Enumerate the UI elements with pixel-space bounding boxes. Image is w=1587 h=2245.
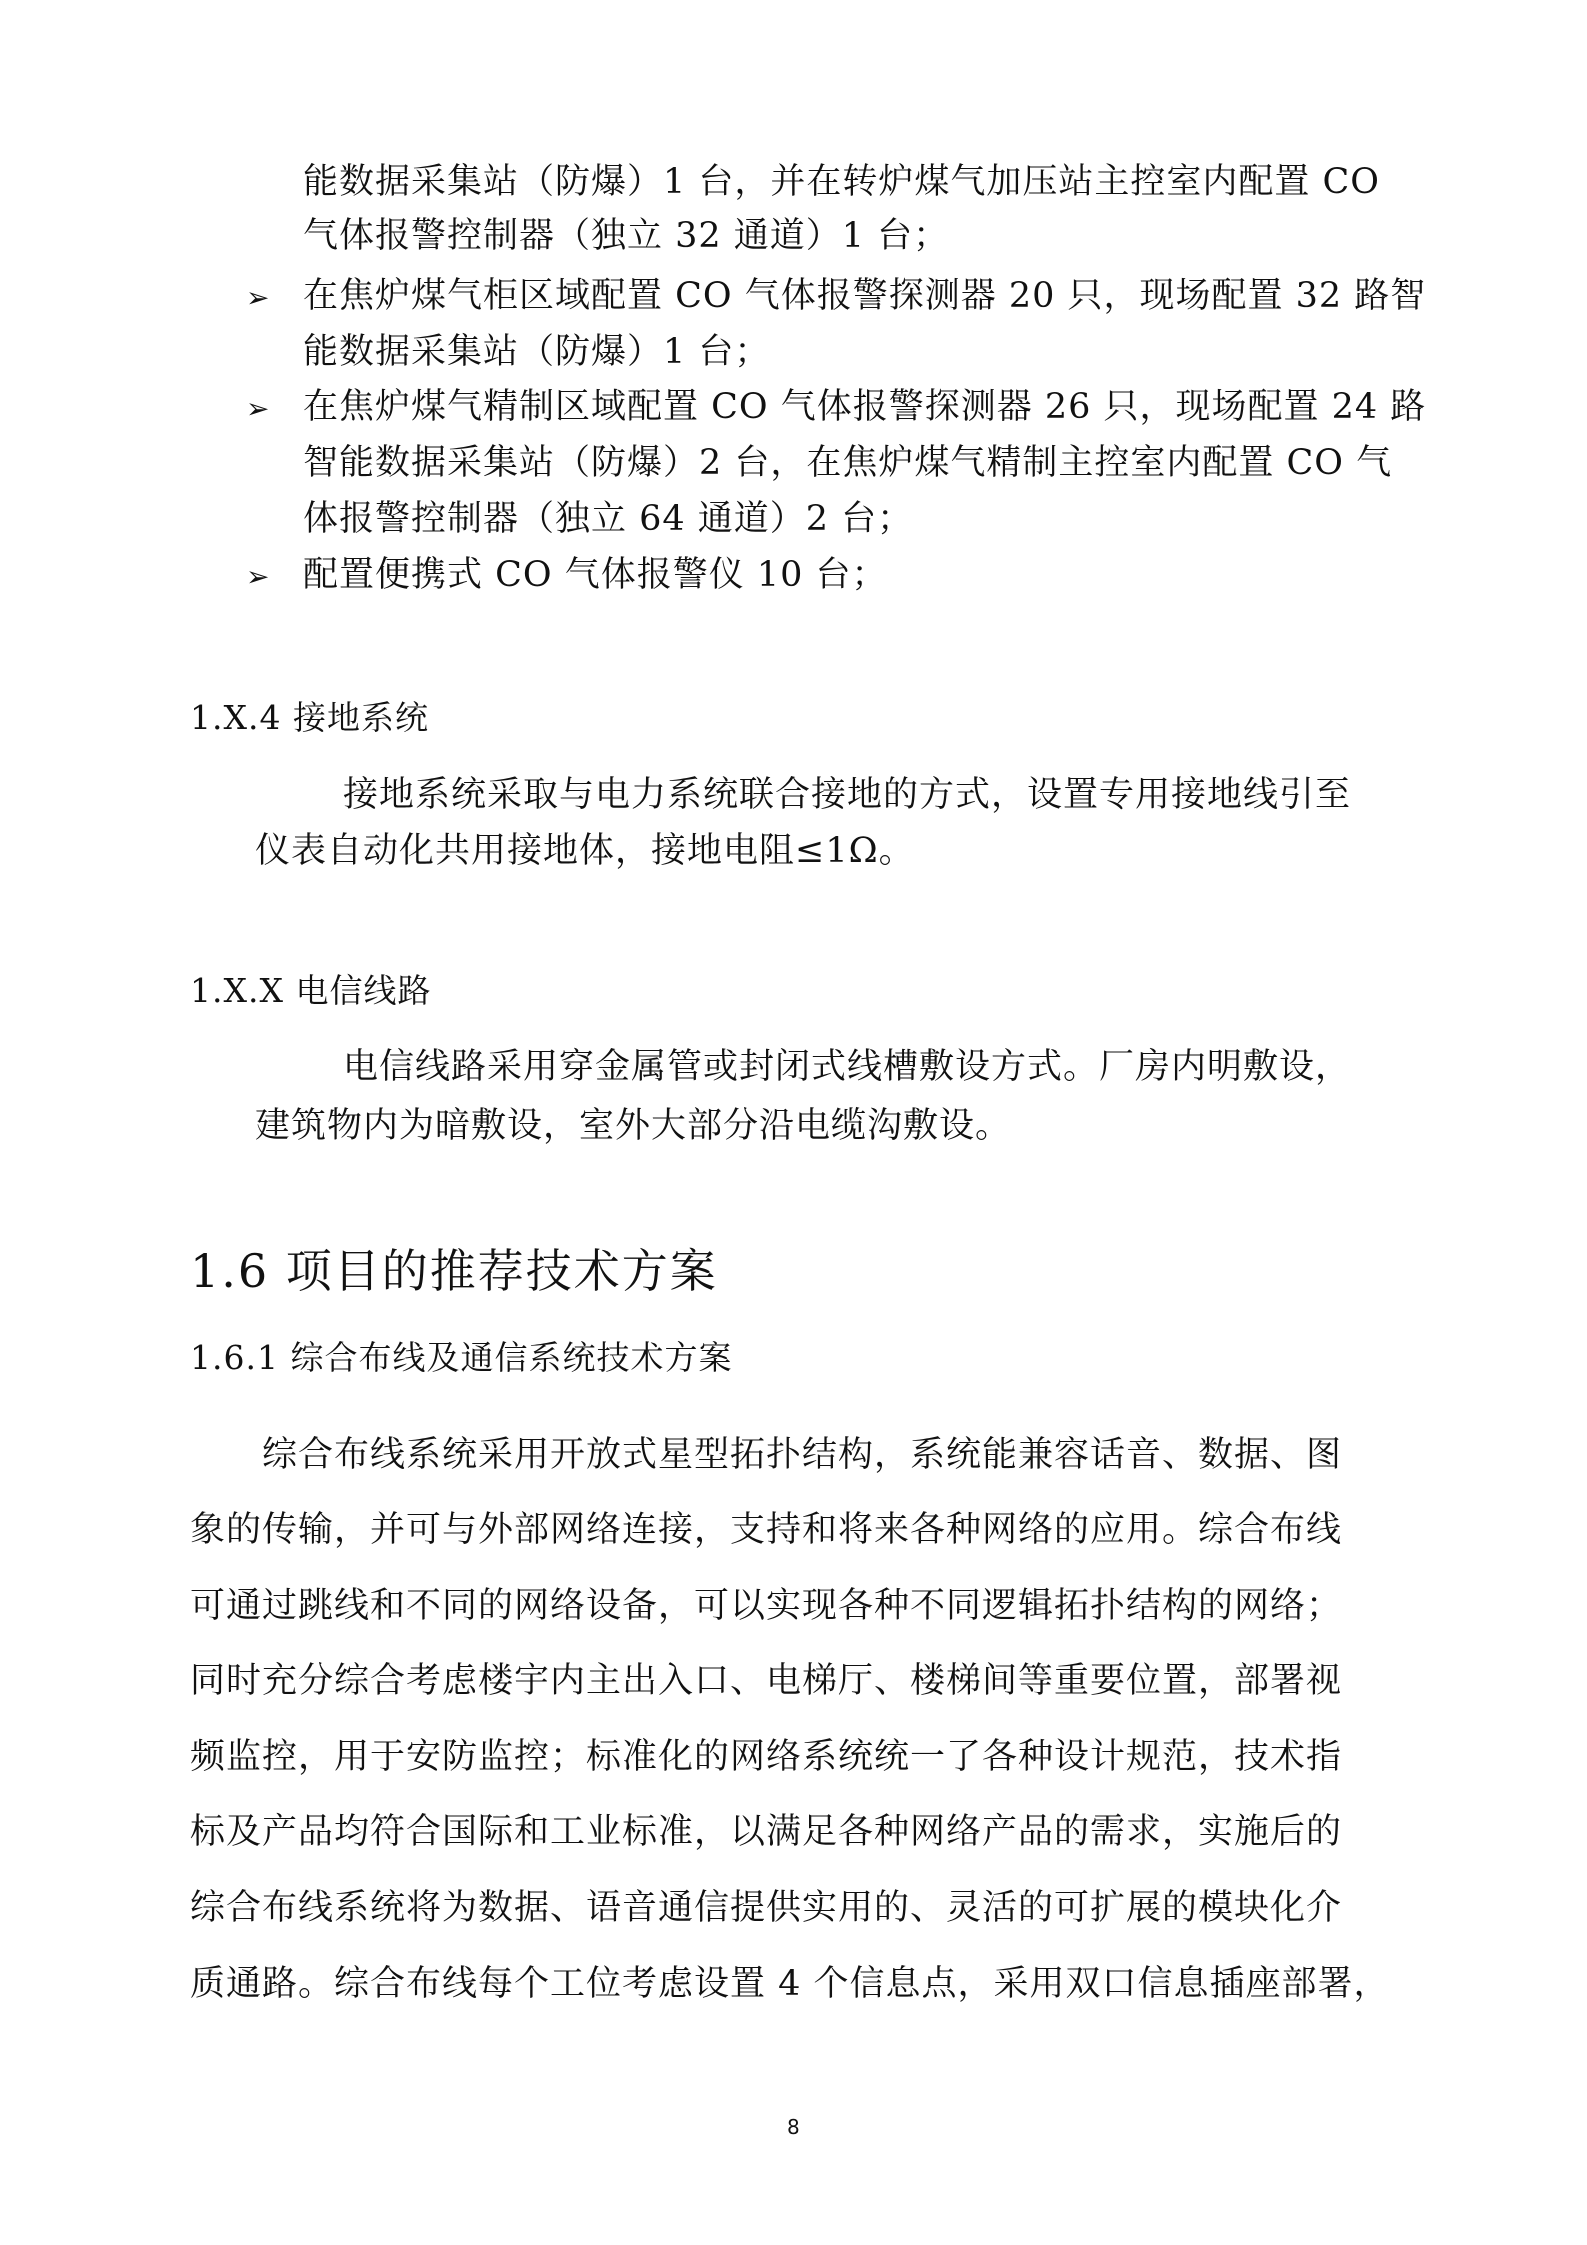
bullet-1-line-1: 能数据采集站（防爆）1 台，并在转炉煤气加压站主控室内配置 CO xyxy=(303,162,1380,202)
body-line-4: 同时充分综合考虑楼宇内主出入口、电梯厅、楼梯间等重要位置，部署视 xyxy=(190,1661,1343,1701)
heading-telecom-lines: 1.X.X 电信线路 xyxy=(190,971,432,1010)
heading-section-1-6-1: 1.6.1 综合布线及通信系统技术方案 xyxy=(190,1338,733,1377)
bullet-3-line-1: 在焦炉煤气精制区域配置 CO 气体报警探测器 26 只，现场配置 24 路 xyxy=(303,387,1427,427)
body-line-1: 综合布线系统采用开放式星型拓扑结构，系统能兼容话音、数据、图 xyxy=(262,1435,1343,1475)
body-line-8: 质通路。综合布线每个工位考虑设置 4 个信息点，采用双口信息插座部署， xyxy=(190,1964,1390,2004)
bullet-2-line-1: 在焦炉煤气柜区域配置 CO 气体报警探测器 20 只，现场配置 32 路智 xyxy=(303,276,1427,316)
grounding-line-1: 接地系统采取与电力系统联合接地的方式，设置专用接地线引至 xyxy=(343,775,1352,815)
bullet-2-line-2: 能数据采集站（防爆）1 台； xyxy=(303,332,771,372)
grounding-line-2: 仪表自动化共用接地体，接地电阻≤1Ω。 xyxy=(255,831,915,871)
bullet-3-line-3: 体报警控制器（独立 64 通道）2 台； xyxy=(303,499,914,539)
page-number: 8 xyxy=(787,2115,800,2139)
bullet-arrow-icon: ➢ xyxy=(246,392,270,425)
heading-grounding-system: 1.X.4 接地系统 xyxy=(190,698,429,737)
body-line-2: 象的传输，并可与外部网络连接，支持和将来各种网络的应用。综合布线 xyxy=(190,1510,1343,1550)
body-line-7: 综合布线系统将为数据、语音通信提供实用的、灵活的可扩展的模块化介 xyxy=(190,1888,1343,1928)
bullet-1-line-2: 气体报警控制器（独立 32 通道）1 台； xyxy=(303,216,950,256)
bullet-4-line-1: 配置便携式 CO 气体报警仪 10 台； xyxy=(303,555,888,595)
telecom-line-2: 建筑物内为暗敷设，室外大部分沿电缆沟敷设。 xyxy=(255,1106,1012,1146)
bullet-arrow-icon: ➢ xyxy=(246,560,270,593)
body-line-3: 可通过跳线和不同的网络设备，可以实现各种不同逻辑拓扑结构的网络； xyxy=(190,1586,1343,1626)
bullet-3-line-2: 智能数据采集站（防爆）2 台，在焦炉煤气精制主控室内配置 CO 气 xyxy=(303,443,1393,483)
telecom-line-1: 电信线路采用穿金属管或封闭式线槽敷设方式。厂房内明敷设， xyxy=(343,1047,1352,1087)
bullet-arrow-icon: ➢ xyxy=(246,281,270,314)
body-line-5: 频监控，用于安防监控；标准化的网络系统统一了各种设计规范，技术指 xyxy=(190,1737,1343,1777)
body-line-6: 标及产品均符合国际和工业标准，以满足各种网络产品的需求，实施后的 xyxy=(190,1812,1343,1852)
heading-section-1-6: 1.6 项目的推荐技术方案 xyxy=(190,1244,718,1298)
